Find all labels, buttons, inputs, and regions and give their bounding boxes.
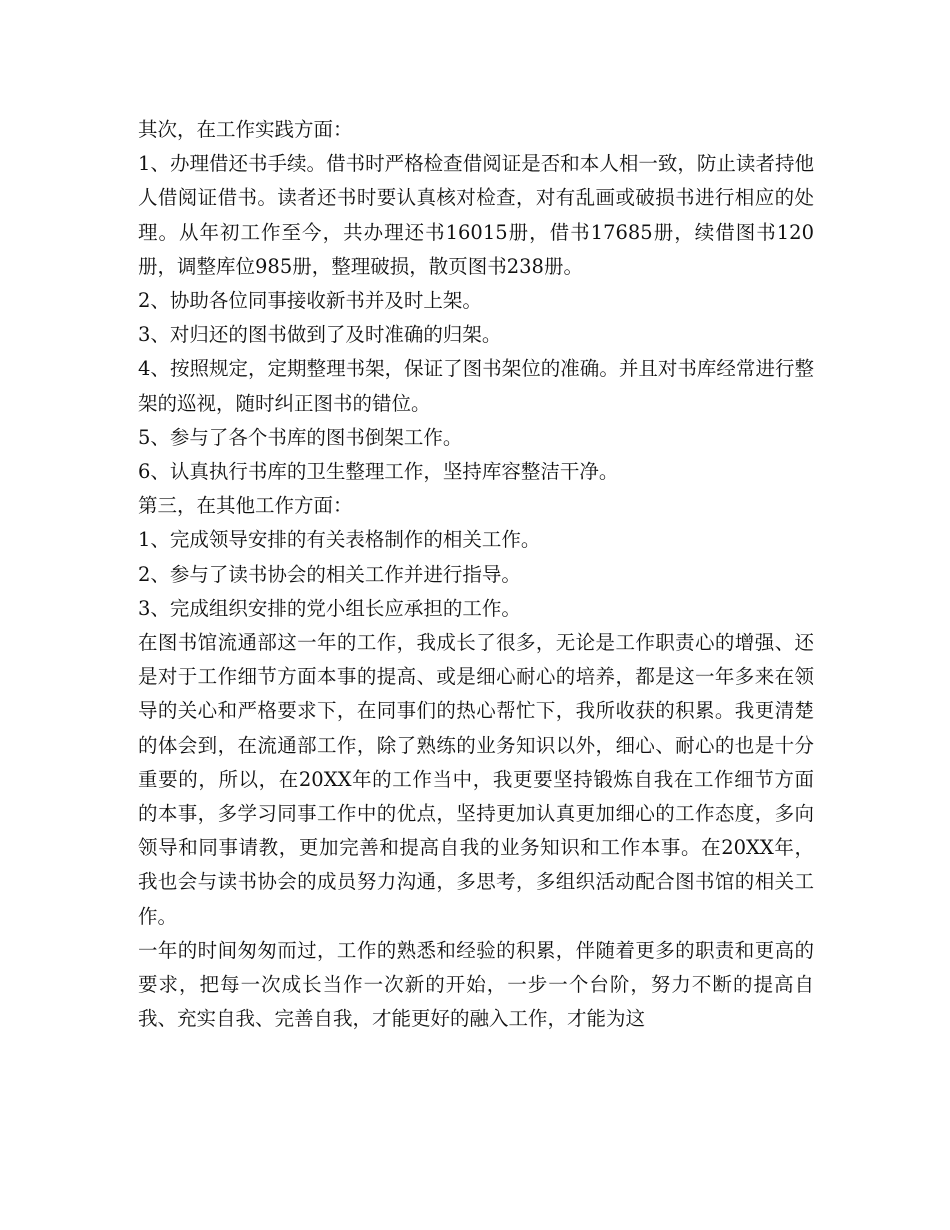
list-item-reshelving: 3、对归还的图书做到了及时准确的归架。 (138, 323, 502, 347)
list-item-party-group: 3、完成组织安排的党小组长应承担的工作。 (138, 596, 521, 620)
paragraph-reflection: 在图书馆流通部这一年的工作，我成长了很多，无论是工作职责心的增强、还是对于工作细节方面本事的提高、或是细心耐心的培养，都是这一年多来在领导的关心和严格要求下，在同事们的热心帮忙下，我所收获的积累。我更清楚的体会到，在流通部工作，除了熟练的业务知识以外，细心、耐心的也是十分重要的，所以，在20XX年的工作当中，我更要坚持锻炼自我在工作细节方面的本事，多学习同事工作中的优点，坚持更加认真更加细心的工作态度，多向领导和同事请教，更加完善和提高自我的业务知识和工作本事。在20XX年，我也会与读书协会的成员努力沟通，多思考，多组织活动配合图书馆的相关工作。 (138, 631, 814, 928)
list-item-tables: 1、完成领导安排的有关表格制作的相关工作。 (138, 528, 541, 552)
list-item-cleaning: 6、认真执行书库的卫生整理工作，坚持库容整洁干净。 (138, 460, 619, 484)
list-item-lending: 1、办理借还书手续。借书时严格检查借阅证是否和本人相一致，防止读者持他人借阅证借书。读者还书时要认真核对检查，对有乱画或破损书进行相应的处理。从年初工作至今，共办理还书16015册，借书17685册，续借图书120册，调整库位985册，整理破损，散页图书238册。 (138, 152, 814, 278)
list-item-new-books: 2、协助各位同事接收新书并及时上架。 (138, 289, 482, 313)
paragraph-closing: 一年的时间匆匆而过，工作的熟悉和经验的积累，伴随着更多的职责和更高的要求，把每一次成长当作一次新的开始，一步一个台阶，努力不断的提高自我、充实自我、完善自我，才能更好的融入工作，才能为这 (138, 938, 814, 1031)
list-item-shelf-maintenance: 4、按照规定，定期整理书架，保证了图书架位的准确。并且对书库经常进行整架的巡视，随时纠正图书的错位。 (138, 357, 814, 415)
heading-work-practice: 其次，在工作实践方面： (138, 118, 353, 141)
document-body (138, 113, 814, 1036)
heading-other-work: 第三，在其他工作方面： (138, 494, 353, 518)
list-item-reading-association: 2、参与了读书协会的相关工作并进行指导。 (138, 562, 521, 586)
list-item-shelf-shifting: 5、参与了各个书库的图书倒架工作。 (138, 425, 463, 449)
